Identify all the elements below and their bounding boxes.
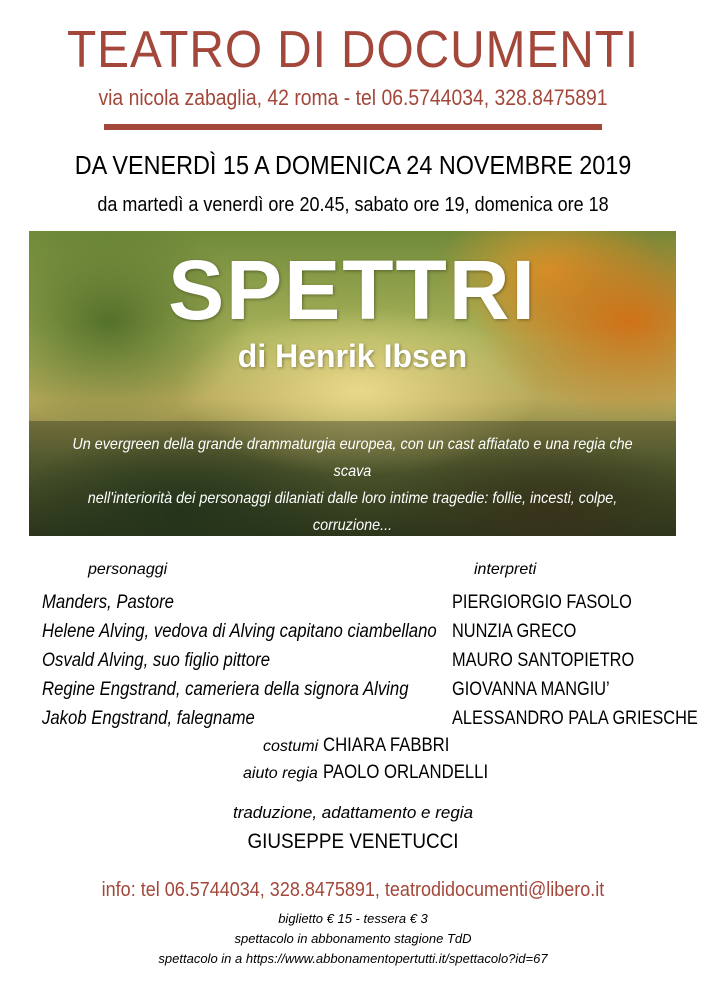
title-divider xyxy=(104,124,602,130)
role-name: Regine Engstrand, cameriera della signora Alving xyxy=(42,679,409,700)
role-name: Helene Alving, vedova di Alving capitano ciambellano xyxy=(42,621,437,642)
roles-header: personaggi xyxy=(88,561,168,578)
costumes-credit xyxy=(263,731,467,761)
direction-label: traduzione, adattamento e regia xyxy=(232,803,474,822)
roles-list xyxy=(42,588,452,733)
actor-name: NUNZIA GRECO xyxy=(452,621,577,642)
actor-name: MAURO SANTOPIETRO xyxy=(452,650,635,671)
description-line: Uno spettacolo che si interroga sulla sorte dell'Uomo e chiama lo spettatore a prendere posizione. xyxy=(74,544,631,588)
show-author: di Henrik Ibsen xyxy=(237,338,468,374)
costumes-label: costumi xyxy=(263,738,319,755)
costumes-name: CHIARA FABBRI xyxy=(323,735,450,756)
actor-name: PIERGIORGIO FASOLO xyxy=(452,592,632,613)
actors-list xyxy=(452,588,702,733)
actor-name: GIOVANNA MANGIU’ xyxy=(452,679,610,700)
assistant-name: PAOLO ORLANDELLI xyxy=(323,762,489,783)
actor-name: ALESSANDRO PALA GRIESCHE xyxy=(452,708,698,729)
show-title: SPETTRI xyxy=(168,243,537,337)
subscription-note: spettacolo in abbonamento stagione TdD xyxy=(234,931,472,946)
description-line: Un evergreen della grande drammaturgia europea, con un cast affiatato e una regia che scava xyxy=(72,436,633,480)
assistant-credit xyxy=(243,758,511,788)
show-dates: DA VENERDÌ 15 A DOMENICA 24 NOVEMBRE 2019 xyxy=(74,150,632,180)
role-name: Jakob Engstrand, falegname xyxy=(42,708,255,729)
director-name: GIUSEPPE VENETUCCI xyxy=(247,830,459,853)
actors-header: interpreti xyxy=(474,561,537,578)
ticket-prices: biglietto € 15 - tessera € 3 xyxy=(278,911,428,926)
role-name: Osvald Alving, suo figlio pittore xyxy=(42,650,271,671)
assistant-label: aiuto regia xyxy=(243,765,318,782)
theater-address: via nicola zabaglia, 42 roma - tel 06.5744034, 328.8475891 xyxy=(98,85,608,110)
theater-title: TEATRO DI DOCUMENTI xyxy=(66,21,640,79)
description-line: nell'interiorità dei personaggi dilaniati dalle loro intime tragedie: follie, incesti, colpe, corruzione... xyxy=(87,490,618,534)
role-name: Manders, Pastore xyxy=(42,592,174,613)
subscription-link[interactable]: spettacolo in a https://www.abbonamentopertutti.it/spettacolo?id=67 xyxy=(158,951,548,966)
show-times: da martedì a venerdì ore 20.45, sabato ore 19, domenica ore 18 xyxy=(97,194,609,216)
contact-info: info: tel 06.5744034, 328.8475891, teatrodidocumenti@libero.it xyxy=(101,879,605,901)
